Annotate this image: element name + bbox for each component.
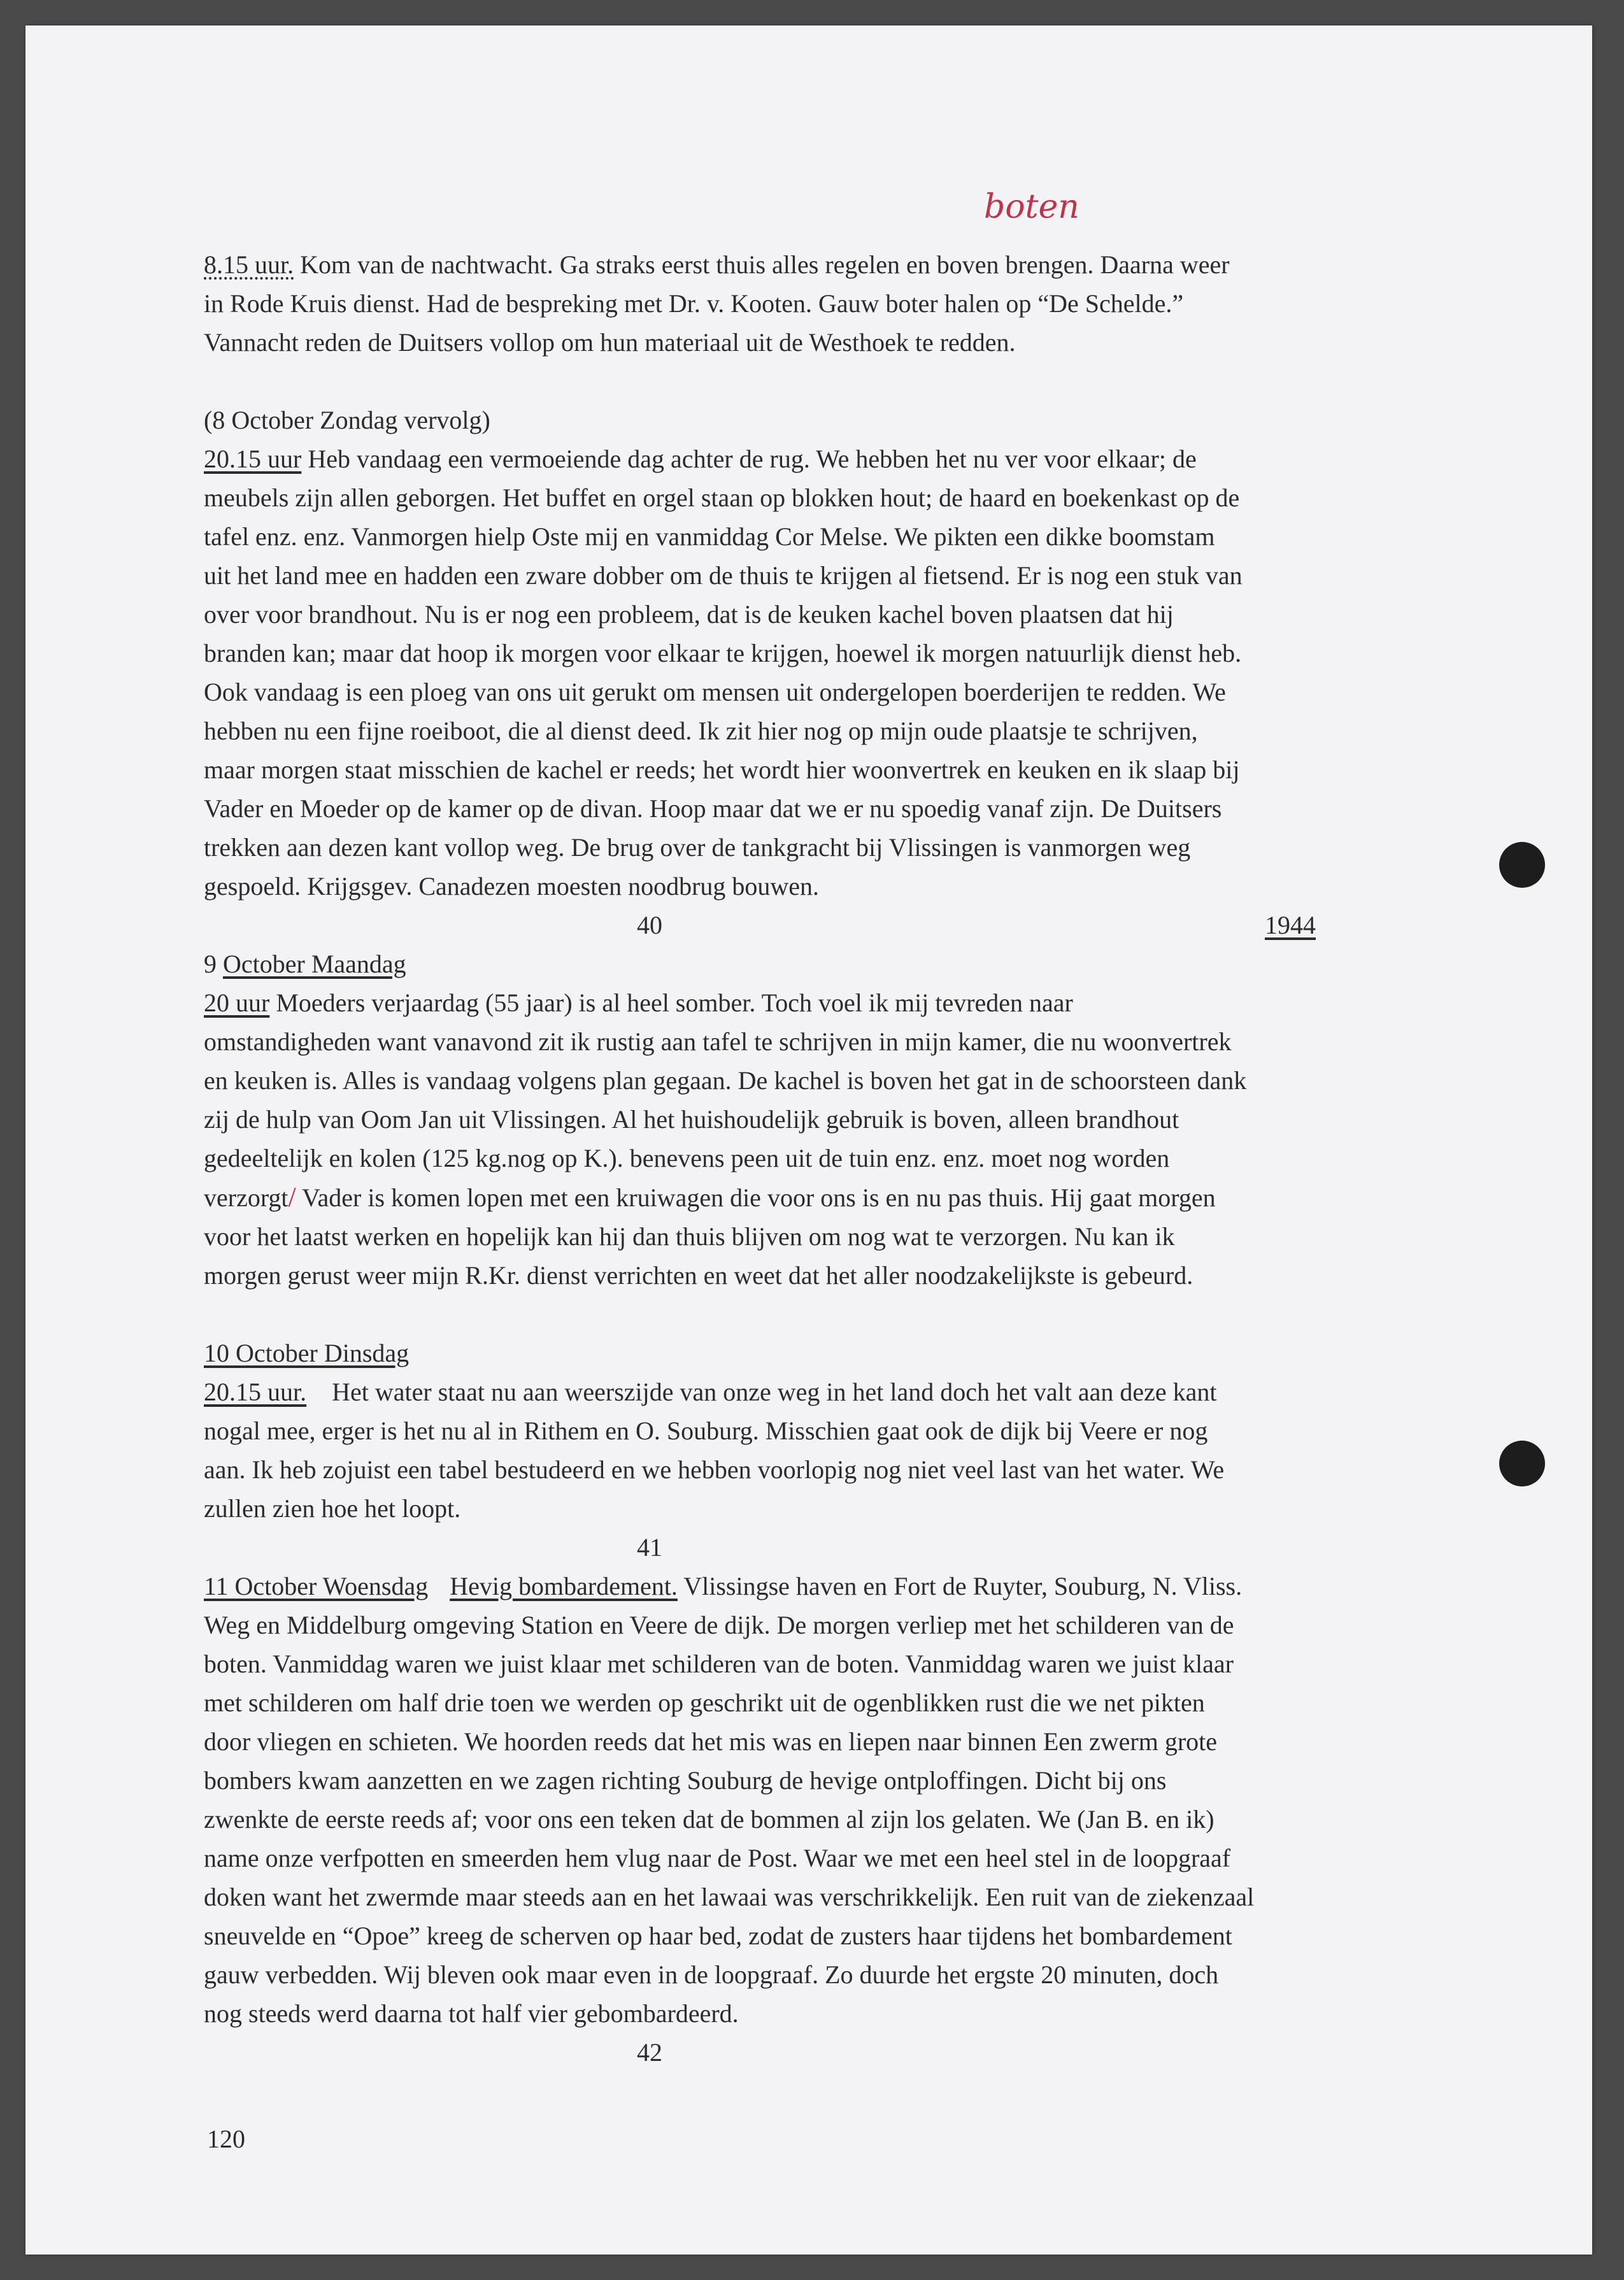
oct8-line: maar morgen staat misschien de kachel er reeds; het wordt hier woonvertrek en keuken en ik slaap bij: [204, 755, 1240, 784]
oct8-line: tafel enz. enz. Vanmorgen hielp Oste mij en vanmiddag Cor Melse. We pikten een dikke boomstam: [204, 522, 1215, 551]
oct11-subheading: Hevig bombardement.: [450, 1572, 678, 1600]
oct9-line: zij de hulp van Oom Jan uit Vlissingen. Al het huishoudelijk gebruik is boven, alleen brandhout: [204, 1105, 1179, 1134]
punch-hole: [1499, 842, 1545, 888]
oct11-line: doken want het zwermde maar steeds aan en het lawaai was verschrikkelijk. Een ruit van de ziekenzaal: [204, 1883, 1255, 1911]
oct10-line: aan. Ik heb zojuist een tabel bestudeerd en we hebben voorlopig nog niet veel last van het water. We: [204, 1455, 1225, 1484]
oct11-first-line: 11 October Woensdag Hevig bombardement. Vlissingse haven en Fort de Ruyter, Souburg, N. Vliss.: [204, 1572, 1243, 1600]
oct11-line: met schilderen om half drie toen we werden op geschrikt uit de ogenblikken rust die we net pikten: [204, 1688, 1205, 1717]
oct9-heading: October Maandag: [223, 950, 406, 978]
oct11-line: sneuvelde en “Opoe” kreeg de scherven op haar bed, zodat de zusters haar tijdens het bombardement: [204, 1921, 1232, 1950]
handwritten-annotation: boten: [984, 188, 1079, 226]
oct11-line: door vliegen en schieten. We hoorden reeds dat het mis was en liepen naar binnen Een zwerm grote: [204, 1727, 1218, 1756]
oct9-heading-line: 9 October Maandag: [204, 950, 406, 978]
diary-text: [204, 245, 1465, 2072]
punch-hole: [1499, 1441, 1545, 1486]
oct8-line: hebben nu een fijne roeiboot, die al dienst deed. Ik zit hier nog op mijn oude plaatsje te schrijven,: [204, 716, 1198, 745]
entry-time: 20 uur: [204, 988, 270, 1017]
oct11-heading: 11 October Woensdag: [204, 1572, 429, 1600]
oct8-line: trekken aan dezen kant vollop weg. De brug over de tankgracht bij Vlissingen is vanmorgen weg: [204, 833, 1191, 862]
document-page: [25, 25, 1592, 2255]
entry-time: 20.15 uur.: [204, 1378, 307, 1406]
page-marker: 42: [637, 2038, 662, 2067]
page-marker: 41: [637, 1533, 662, 1562]
entry-815-line-1: 8.15 uur. Kom van de nachtwacht. Ga straks eerst thuis alles regelen en boven brengen. Daarna weer: [204, 250, 1230, 279]
oct8-line: gespoeld. Krijgsgev. Canadezen moesten noodbrug bouwen.: [204, 872, 820, 901]
entry-time: 20.15 uur: [204, 445, 302, 473]
oct9-line: en keuken is. Alles is vandaag volgens plan gegaan. De kachel is boven het gat in de schoorsteen dank: [204, 1066, 1247, 1095]
entry-time: 8.15 uur.: [204, 250, 294, 279]
oct10-line: nogal mee, erger is het nu al in Rithem en O. Souburg. Misschien gaat ook de dijk bij Veere er nog: [204, 1416, 1208, 1445]
oct8-heading: (8 October Zondag vervolg): [204, 406, 490, 434]
oct9-line: omstandigheden want vanavond zit ik rustig aan tafel te schrijven in mijn kamer, die nu woonvertrek: [204, 1027, 1232, 1056]
oct11-line: name onze verfpotten en smeerden hem vlug naar de Post. Waar we met een heel stel in de loopgraaf: [204, 1844, 1231, 1872]
oct8-line: meubels zijn allen geborgen. Het buffet en orgel staan op blokken hout; de haard en boekenkast op de: [204, 483, 1240, 512]
year-marker: 1944: [1265, 911, 1316, 939]
entry-815-line-3: Vannacht reden de Duitsers vollop om hun materiaal uit de Westhoek te redden.: [204, 328, 1016, 357]
oct9-first-line: 20 uur Moeders verjaardag (55 jaar) is al heel somber. Toch voel ik mij tevreden naar: [204, 988, 1073, 1017]
oct9-line: voor het laatst werken en hopelijk kan hij dan thuis blijven om nog wat te verzorgen. Nu kan ik: [204, 1222, 1175, 1251]
oct11-line: bombers kwam aanzetten en we zagen richting Souburg de hevige ontploffingen. Dicht bij ons: [204, 1766, 1167, 1795]
oct8-line: Ook vandaag is een ploeg van ons uit gerukt om mensen uit ondergelopen boerderijen te redden. We: [204, 678, 1226, 706]
page-marker-row: [204, 906, 1465, 944]
oct8-line: over voor brandhout. Nu is er nog een probleem, dat is de keuken kachel boven plaatsen dat hij: [204, 600, 1174, 629]
oct8-line: Vader en Moeder op de kamer op de divan. Hoop maar dat we er nu spoedig vanaf zijn. De Duitsers: [204, 794, 1222, 823]
oct11-line: gauw verbedden. Wij bleven ook maar even in de loopgraaf. Zo duurde het ergste 20 minuten, doch: [204, 1960, 1219, 1989]
oct8-first-line: 20.15 uur Heb vandaag een vermoeiende dag achter de rug. We hebben het nu ver voor elkaar; de: [204, 445, 1197, 473]
oct9-line: morgen gerust weer mijn R.Kr. dienst verrichten en weet dat het aller noodzakelijkste is gebeurd.: [204, 1261, 1193, 1290]
oct8-line: branden kan; maar dat hoop ik morgen voor elkaar te krijgen, hoewel ik morgen natuurlijk dienst heb.: [204, 639, 1242, 667]
oct8-line: uit het land mee en hadden een zware dobber om de thuis te krijgen al fietsend. Er is nog een stuk van: [204, 561, 1243, 590]
entry-815-line-2: in Rode Kruis dienst. Had de bespreking met Dr. v. Kooten. Gauw boter halen op “De Schelde.”: [204, 289, 1184, 318]
oct11-line: nog steeds werd daarna tot half vier gebombardeerd.: [204, 1999, 739, 2028]
correction-mark: /: [288, 1181, 296, 1213]
oct10-line: zullen zien hoe het loopt.: [204, 1494, 461, 1523]
oct11-line: zwenkte de eerste reeds af; voor ons een teken dat de bommen al zijn los gelaten. We (Jan B. en ik): [204, 1805, 1214, 1834]
oct9-line: gedeeltelijk en kolen (125 kg.nog op K.). benevens peen uit de tuin enz. enz. moet nog worden: [204, 1144, 1170, 1172]
oct10-heading: 10 October Dinsdag: [204, 1339, 410, 1367]
oct9-line: verzorgt/ Vader is komen lopen met een kruiwagen die voor ons is en nu pas thuis. Hij gaat morgen: [204, 1181, 1216, 1213]
page-number: 120: [207, 2125, 245, 2153]
oct10-first-line: 20.15 uur. Het water staat nu aan weerszijde van onze weg in het land doch het valt aan deze kant: [204, 1378, 1217, 1406]
oct11-line: boten. Vanmiddag waren we juist klaar met schilderen van de boten. Vanmiddag waren we juist klaar: [204, 1649, 1234, 1678]
page-marker: 40: [637, 911, 662, 939]
oct11-line: Weg en Middelburg omgeving Station en Veere de dijk. De morgen verliep met het schilderen van de: [204, 1611, 1234, 1639]
